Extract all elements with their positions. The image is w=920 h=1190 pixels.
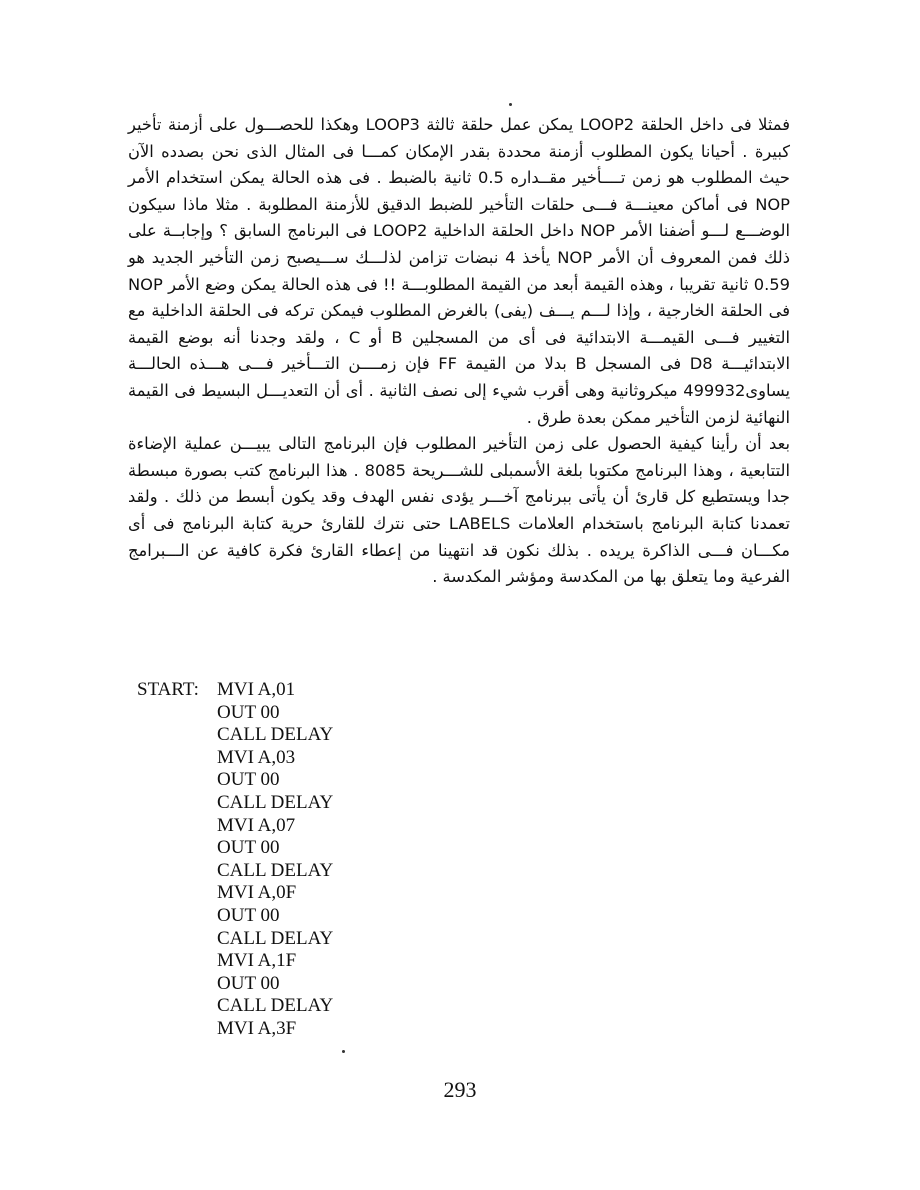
code-line: MVI A,03 — [217, 746, 296, 768]
code-line: OUT 00 — [217, 972, 280, 994]
code-line: CALL DELAY — [217, 927, 334, 949]
page-number: 293 — [443, 1077, 477, 1102]
paragraph-2: بعد أن رأينا كيفية الحصول على زمن التأخير المطلوب فإن البرنامج التالى يبيـــن عملية الإضاءة التتابعية ، وهذا البرنامج مكتوبا بلغة الأسمبلى للشـــريحة 8085 . هذا البرنامج كتب بصورة مبسطة جدا ويستطيع كل قارئ أن يأتى ببرنامج آخـــر يؤدى نفس الهدف وقد يكون أبسط من ذلك . ولقد تعمدنا كتابة البرنامج باستخدام العلامات LABELS حتى نترك للقارئ حرية كتابة البرنامج فى أى مكـــان فـــى الذاكرة يريده . بذلك نكون قد انتهينا من إعطاء القارئ فكرة كافية عن الـــبرامج الفرعية وما يتعلق بها من المكدسة ومؤشر المكدسة . — [128, 434, 790, 587]
code-label: START: — [137, 679, 199, 700]
speck-mark — [509, 103, 512, 106]
arabic-body-text — [128, 112, 790, 591]
assembly-code-listing — [137, 679, 557, 1041]
code-line-start — [137, 679, 557, 702]
code-line: MVI A,0F — [217, 882, 297, 904]
code-instruction: MVI A,01 — [217, 679, 296, 700]
code-line: CALL DELAY — [217, 724, 334, 746]
code-line: CALL DELAY — [217, 791, 334, 813]
code-line: MVI A,07 — [217, 814, 296, 836]
code-line: OUT 00 — [217, 904, 280, 926]
code-line: OUT 00 — [217, 837, 280, 859]
code-line: MVI A,3F — [217, 1017, 297, 1039]
code-line: OUT 00 — [217, 701, 280, 723]
code-line: MVI A,1F — [217, 950, 297, 972]
speck-mark — [342, 1050, 345, 1053]
code-line: CALL DELAY — [217, 995, 334, 1017]
paragraph-1: فمثلا فى داخل الحلقة LOOP2 يمكن عمل حلقة ثالثة LOOP3 وهكذا للحصـــول على أزمنة تأخير كبيرة . أحيانا يكون المطلوب أزمنة محددة بقدر الإمكان كمـــا فى المثال الذى نحن بصدده الآن حيث المطلوب هو زمن تــــأخير مقــداره 0.5 ثانية بالضبط . فى هذه الحالة يمكن استخدام الأمر NOP فى أماكن معينـــة فـــى حلقات التأخير للضبط الدقيق للأزمنة المطلوبة . مثلا ماذا سيكون الوضـــع لـــو أضفنا الأمر NOP داخل الحلقة الداخلية LOOP2 فى البرنامج السابق ؟ وإجابــة على ذلك فمن المعروف أن الأمر NOP يأخذ 4 نبضات تزامن لذلـــك ســـيصبح زمن التأخير الجديد هو 0.59 ثانية تقريبا ، وهذه القيمة أبعد من القيمة المطلوبـــة !! فى هذه الحالة يمكن وضع الأمر NOP فى الحلقة الخارجية ، وإذا لـــم يـــف (يفى) بالغرض المطلوب فيمكن تركه فى الحلقة الداخلية مع التغيير فـــى القيمـــة الابتدائية فى أى من المسجلين B أو C ، ولقد وجدنا أنه بوضع القيمة الابتدائيـــة D8 فى المسجل B بدلا من القيمة FF فإن زمــــن التـــأخير فـــى هـــذه الحالـــة يساوى499932 ميكروثانية وهى أقرب شيء إلى نصف الثانية . أى أن التعديـــل البسيط فى القيمة النهائية لزمن التأخير ممكن بعدة طرق . — [128, 115, 790, 427]
code-line: OUT 00 — [217, 769, 280, 791]
code-line: CALL DELAY — [217, 859, 334, 881]
